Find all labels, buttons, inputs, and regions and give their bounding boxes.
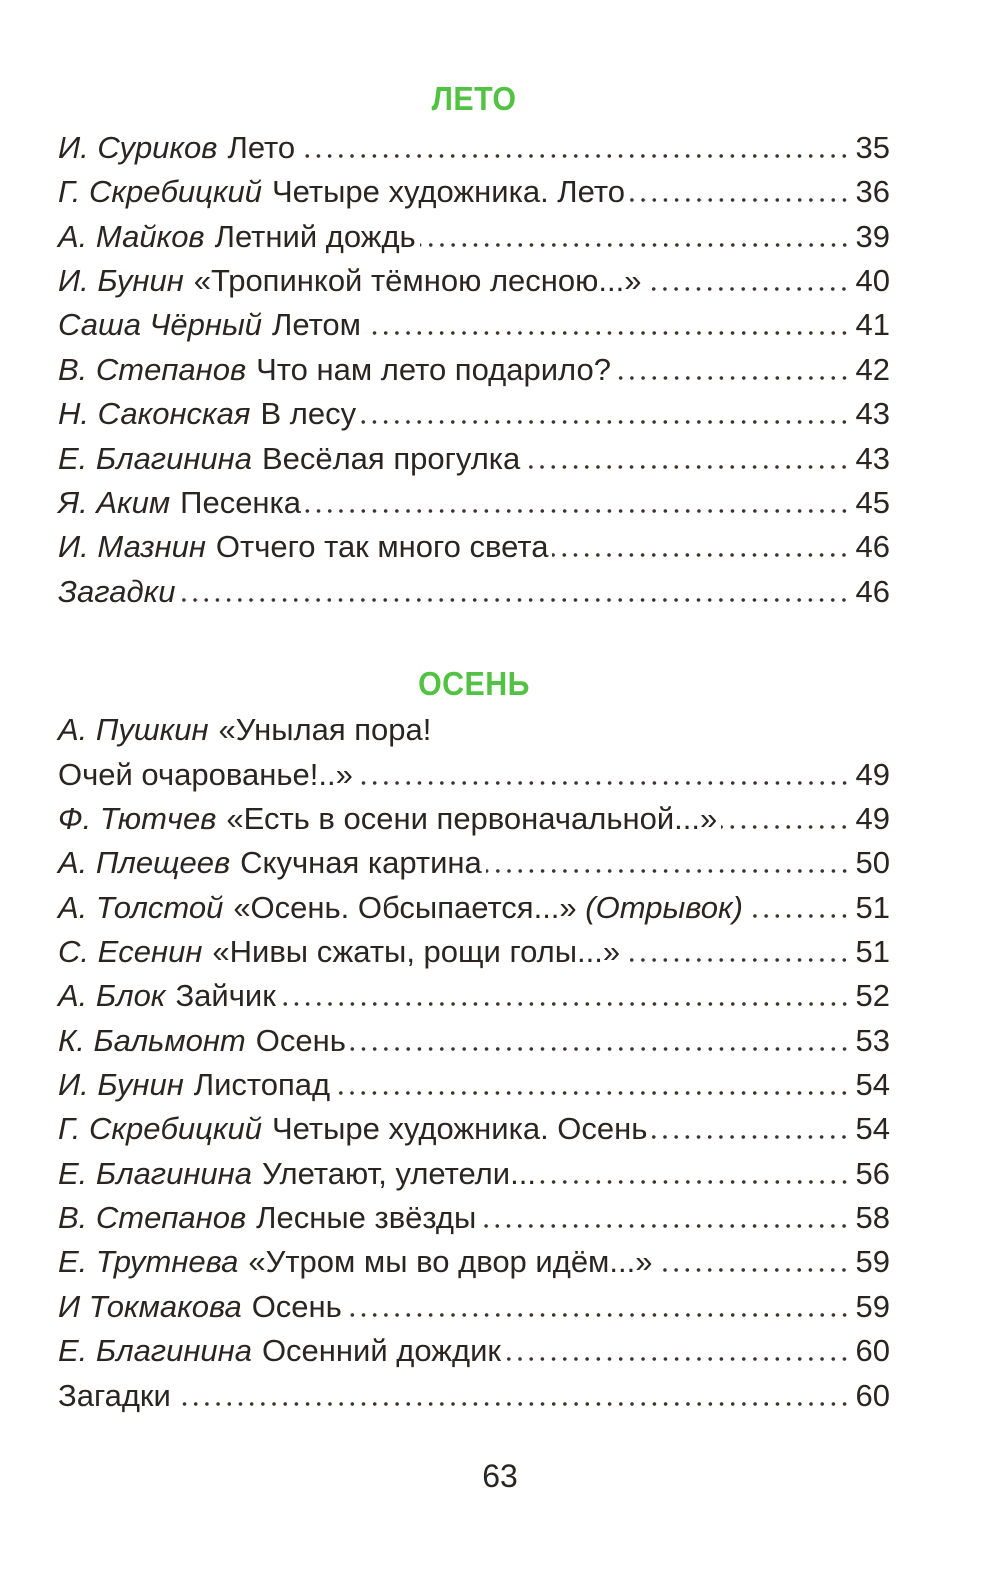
toc-entry[interactable] [58,525,890,569]
dot-leader [645,263,850,293]
dot-leader [747,890,850,920]
toc-entry[interactable] [58,259,890,303]
entry-author: Саша Чёрный [58,307,263,342]
entry-author: И. Бунин [58,1067,184,1102]
toc-entry[interactable] [58,974,890,1018]
entry-author: Н. Саконская [58,396,251,431]
entry-note: (Отрывок) [585,890,743,925]
toc-entry[interactable] [58,1063,890,1107]
entry-title: Загадки [58,1378,171,1413]
entry-page: 39 [855,219,890,254]
toc-entry[interactable] [58,437,890,481]
dot-leader [299,130,850,160]
dot-leader [721,801,850,831]
dot-leader [486,845,850,875]
toc-entry-first-line[interactable] [58,708,890,752]
entry-author: А. Пушкин [58,712,209,747]
dot-leader [615,352,850,382]
entry-page: 51 [855,934,890,969]
toc-entry[interactable] [58,886,890,930]
entry-page: 45 [855,485,890,520]
entry-title: Улетают, улетели... [261,1156,536,1191]
entry-page: 46 [855,529,890,564]
toc-entry[interactable] [58,1019,890,1063]
entry-title: В лесу [260,396,357,431]
entry-page: 59 [855,1289,890,1324]
entry-page: 43 [855,441,890,476]
toc-entry-riddles[interactable] [58,570,890,614]
entry-page: 52 [855,978,890,1013]
entry-author: Е. Благинина [58,1156,252,1191]
entry-page: 35 [855,130,890,165]
entry-author: В. Степанов [58,352,247,387]
entry-title: Лето [227,130,296,165]
entry-title: «Тропинкой тёмною лесною...» [193,263,642,298]
entry-page: 54 [855,1067,890,1102]
entry-author: Г. Скребицкий [58,174,263,209]
dot-leader [540,1156,850,1186]
entry-page: 49 [855,801,890,836]
dot-leader [629,174,850,204]
toc-entry[interactable] [58,1329,890,1373]
entry-author: Е. Трутнева [58,1244,239,1279]
toc-entry-continuation[interactable] [58,753,890,797]
toc-entry[interactable] [58,1240,890,1284]
entry-author: С. Есенин [58,934,203,969]
entry-author: Загадки [58,574,176,609]
toc-entry[interactable] [58,348,890,392]
entry-title: Осенний дождик [261,1333,501,1368]
entry-title: Четыре художника. Лето [272,174,625,209]
entry-author: И. Суриков [58,130,218,165]
entry-page: 40 [855,263,890,298]
dot-leader [420,219,850,249]
entry-title: Лесные звёзды [256,1200,477,1235]
toc-entry[interactable] [58,1152,890,1196]
toc-entry[interactable] [58,392,890,436]
dot-leader [175,1378,850,1408]
entry-title: Осень [251,1289,342,1324]
entry-page: 46 [855,574,890,609]
entry-page: 36 [855,174,890,209]
entry-author: А. Плещеев [58,845,231,880]
entry-title: Песенка [180,485,302,520]
section-heading-summer: ЛЕТО [431,80,517,117]
entry-title: Листопад [193,1067,331,1102]
entry-title: «Утром мы во двор идём...» [248,1244,653,1279]
entry-author: К. Бальмонт [58,1023,246,1058]
toc-entry[interactable] [58,1107,890,1151]
entry-title: Что нам лето подарило? [256,352,611,387]
dot-leader [552,529,850,559]
dot-leader [357,757,850,787]
entry-page: 59 [855,1244,890,1279]
entry-title: «Нивы сжаты, рощи голы...» [212,934,621,969]
entry-page: 58 [855,1200,890,1235]
dot-leader [524,441,850,471]
toc-entry[interactable] [58,841,890,885]
entry-page: 54 [855,1111,890,1146]
toc-entry-riddles[interactable] [58,1374,890,1418]
dot-leader [346,1289,850,1319]
toc-entry[interactable] [58,170,890,214]
entry-title: Четыре художника. Осень [272,1111,648,1146]
entry-author: Е. Благинина [58,441,252,476]
dot-leader [656,1244,850,1274]
toc-entry[interactable] [58,930,890,974]
entry-title: Весёлая прогулка [261,441,521,476]
entry-author: А. Толстой [58,890,224,925]
entry-title: Осень [255,1023,346,1058]
entry-title: «Есть в осени первоначальной...» [226,801,718,836]
entry-author: Я. Аким [58,485,171,520]
entry-author: А. Блок [58,978,166,1013]
entry-title: Зайчик [175,978,276,1013]
dot-leader [624,934,850,964]
entry-page: 42 [855,352,890,387]
entry-author: И. Бунин [58,263,184,298]
entry-page: 50 [855,845,890,880]
entry-author: А. Майков [58,219,205,254]
dot-leader [305,485,850,515]
entry-title: Скучная картина [240,845,482,880]
toc-entry[interactable] [58,797,890,841]
dot-leader [480,1200,850,1230]
entry-page: 49 [855,757,890,792]
entry-title: Отчего так много света [215,529,549,564]
entry-author: Ф. Тютчев [58,801,217,836]
entry-page: 56 [855,1156,890,1191]
dot-leader [280,978,850,1008]
entry-title: «Осень. Обсыпается...» [233,890,577,925]
entry-author: И. Мазнин [58,529,206,564]
toc-entry[interactable] [58,481,890,525]
page-number: 63 [482,1458,518,1494]
entry-author: В. Степанов [58,1200,247,1235]
dot-leader [179,574,850,604]
entry-author: Е. Благинина [58,1333,252,1368]
entry-author: И Токмакова [58,1289,242,1324]
entry-page: 60 [855,1378,890,1413]
toc-entry[interactable] [58,1196,890,1240]
dot-leader [651,1111,850,1141]
entry-title: Летом [272,307,361,342]
entry-page: 43 [855,396,890,431]
entry-page: 41 [855,307,890,342]
dot-leader [505,1333,850,1363]
toc-entry[interactable] [58,215,890,259]
dot-leader [360,396,850,426]
entry-title: Летний дождь [214,219,416,254]
toc-entry[interactable] [58,126,890,170]
section-heading-autumn: ОСЕНЬ [418,665,530,702]
entry-page: 51 [855,890,890,925]
entry-page: 60 [855,1333,890,1368]
toc-entry[interactable] [58,1285,890,1329]
entry-page: 53 [855,1023,890,1058]
toc-entry[interactable] [58,303,890,347]
entry-title-continued: Очей очарованье!..» [58,757,353,792]
entry-title: «Унылая пора! [218,712,432,747]
dot-leader [334,1067,850,1097]
entry-author: Г. Скребицкий [58,1111,263,1146]
dot-leader [350,1023,850,1053]
dot-leader [365,307,850,337]
